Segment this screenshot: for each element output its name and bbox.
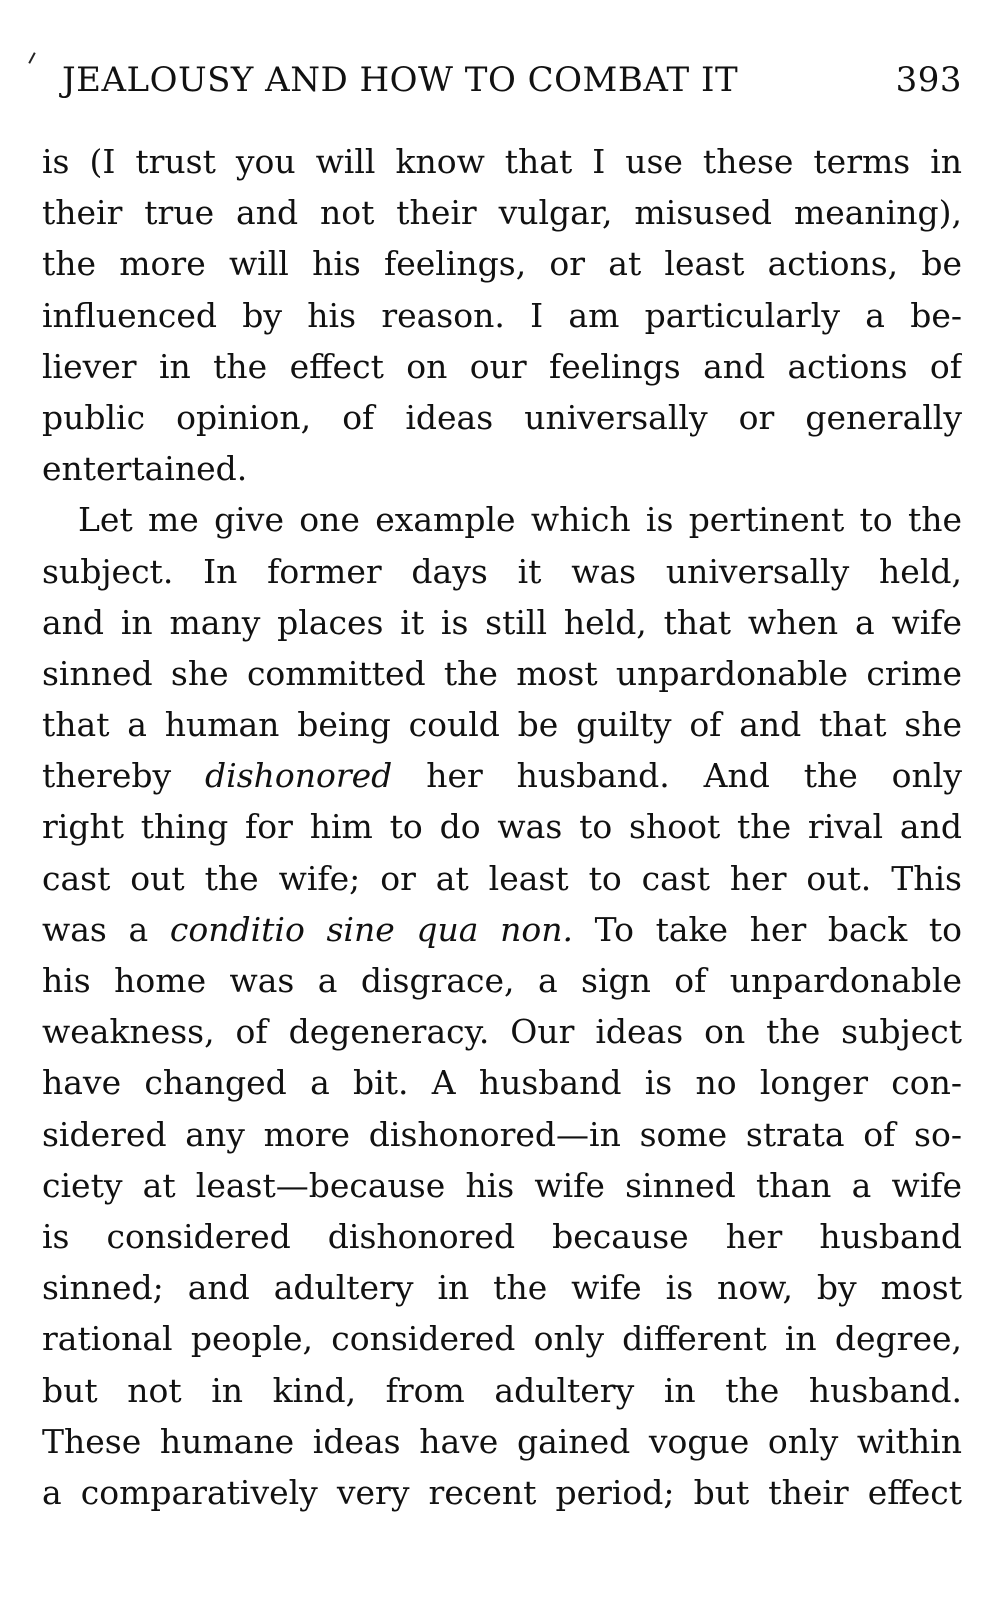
body-text <box>42 136 962 1518</box>
italic-phrase: conditio sine qua non. <box>169 909 573 949</box>
running-head <box>62 60 962 108</box>
text-line: public opinion, of ideas universally or generally <box>42 397 962 437</box>
text-line: sinned she committed the most unpardonable crime <box>42 653 962 693</box>
text-line: their true and not their vulgar, misused meaning), <box>42 193 962 233</box>
text-line: but not in kind, from adultery in the husband. <box>42 1370 962 1410</box>
text-run: her husband. And the only <box>392 756 962 796</box>
text-line: the more will his feelings, or at least actions, be <box>42 244 962 284</box>
text-line: and in many places it is still held, that when a wife <box>42 602 962 642</box>
text-line: have changed a bit. A husband is no longer con- <box>42 1063 962 1103</box>
text-line: weakness, of degeneracy. Our ideas on the subject <box>42 1012 962 1052</box>
running-head-title: JEALOUSY AND HOW TO COMBAT IT <box>62 60 739 100</box>
text-line: rational people, considered only different in degree, <box>42 1319 962 1359</box>
text-line: ciety at least—because his wife sinned than a wife <box>42 1165 962 1205</box>
text-run: was a <box>42 909 170 949</box>
page-number: 393 <box>895 60 962 100</box>
text-line: entertained. <box>42 449 248 489</box>
text-line: is considered dishonored because her husband <box>42 1216 962 1256</box>
text-line: influenced by his reason. I am particularly a be- <box>42 295 962 335</box>
text-line: a comparatively very recent period; but their effect <box>42 1472 962 1512</box>
text-line: These humane ideas have gained vogue only within <box>42 1421 962 1461</box>
text-line: is (I trust you will know that I use these terms in <box>42 142 962 181</box>
stray-ink-mark <box>28 52 35 64</box>
text-line: sidered any more dishonored—in some strata of so- <box>42 1114 962 1154</box>
text-line: sinned; and adultery in the wife is now, by most <box>42 1268 962 1308</box>
text-run: To take her back to <box>572 909 962 949</box>
text-line: Let me give one example which is pertinent to the <box>78 500 962 540</box>
text-line: subject. In former days it was universally held, <box>42 551 962 591</box>
text-line: cast out the wife; or at least to cast her out. This <box>42 858 962 898</box>
italic-term: dishonored <box>205 756 393 796</box>
text-line: his home was a disgrace, a sign of unpardonable <box>42 961 962 1000</box>
text-line <box>42 750 962 801</box>
text-line: right thing for him to do was to shoot the rival and <box>42 807 962 847</box>
text-line: that a human being could be guilty of and that she <box>42 705 962 745</box>
text-line: liever in the effect on our feelings and actions of <box>42 346 962 386</box>
text-run: thereby <box>42 756 206 796</box>
text-line <box>42 904 962 955</box>
